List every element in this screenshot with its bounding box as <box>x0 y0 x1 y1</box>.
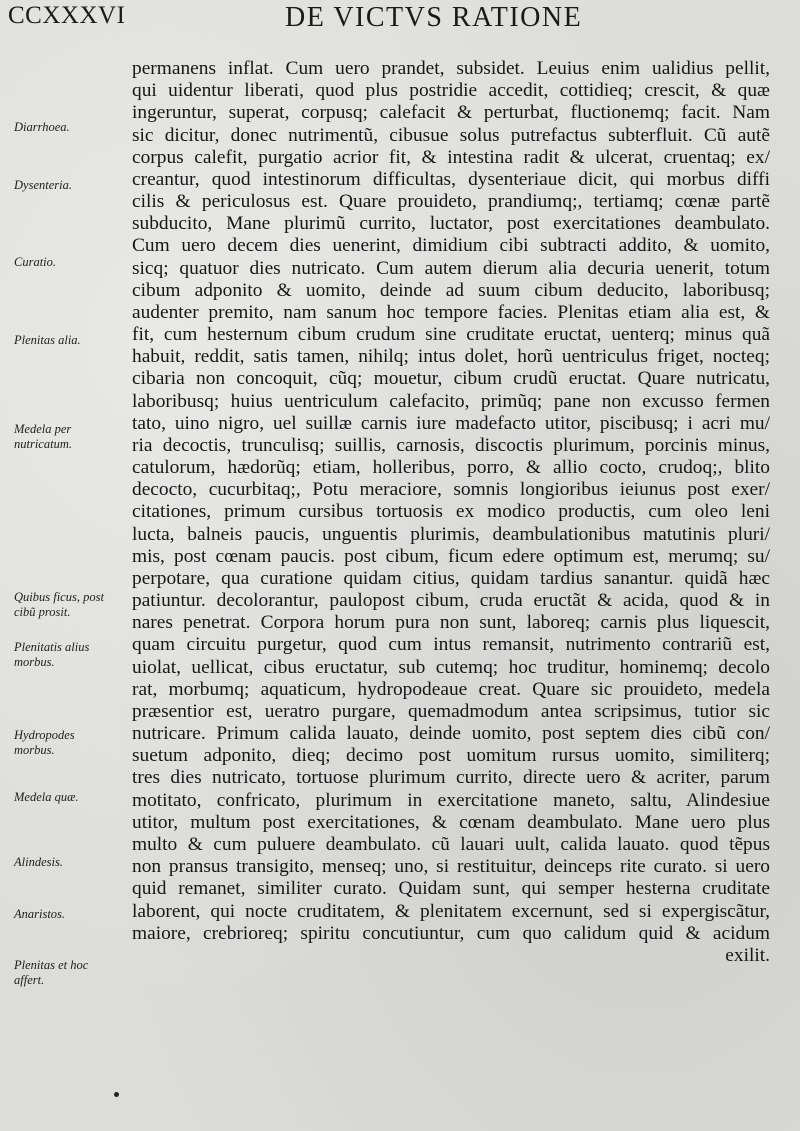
body-line: mis, post cœnam paucis. post cibum, ficum edere optimum est, merumq; su/ <box>132 545 770 567</box>
margin-note-plenitas-affert: Plenitas et hoc affert. <box>14 958 89 987</box>
body-line: rat, morbumq; aquaticum, hydropodeaue creat. Quare sic prouideto, medela <box>132 678 770 700</box>
margin-note-diarrhoea: Diarrhoea. <box>14 120 70 134</box>
body-line: maiore, crebrioreq; spiritu concutiuntur, cum quo calidum quid & acidum <box>132 922 770 944</box>
margin-note-plenitas-alia: Plenitas alia. <box>14 333 81 347</box>
body-line: utitor, multum post exercitationes, & cœnam deambulato. Mane uero plus <box>132 811 770 833</box>
body-line: decocto, cucurbitaq;, Potu meraciore, somnis longioribus ieiunus post exer/ <box>132 479 770 501</box>
margin-note-alindesis: Alindesis. <box>14 855 63 869</box>
margin-note-medela-quae: Medela quæ. <box>14 790 79 804</box>
body-line: cibum adponito & uomito, deinde ad suum cibum deducito, laboribusq; <box>132 279 770 301</box>
body-line: cibaria non concoquit, cũq; mouetur, cibum crudũ eructat. Quare nutricatu, <box>132 368 770 390</box>
body-line: non pransus transigito, menseq; uno, si restituitur, deinceps rite curato. si uero <box>132 856 770 878</box>
body-line: cilis & periculosus est. Quare prouideto, prandiumq;, tertiamq; cœnæ partẽ <box>132 191 770 212</box>
body-line: subducito, Mane plurimũ currito, luctator, post exercitationes deambulato. <box>132 213 770 235</box>
body-line: quid remanet, similiter curato. Quidam sunt, qui semper hesterna cruditate <box>132 878 770 900</box>
body-line: multo & cum puluere deambulato. cũ lauari uult, calida lauato. quod tẽpus <box>132 834 770 855</box>
body-line: sicq; quatuor dies nutricato. Cum autem dierum alia decuria uenerit, totum <box>132 257 770 279</box>
body-line: sic dicitur, donec nutrimentũ, cibusue solus putrefactus subterfluit. Cũ autẽ <box>132 124 770 146</box>
body-line: uiolat, uellicat, cibus eructatur, sub cutemq; hoc truditur, hominemq; decolo <box>132 656 770 678</box>
body-line: creantur, quod intestinorum difficultas, dysenteriaue dicit, qui morbus diffi <box>132 168 770 190</box>
body-line: motitato, confricato, plurimum in exercitatione maneto, saltu, Alindesiue <box>132 789 770 811</box>
body-line: laboribusq; huius uentriculum calefacito, primũq; pane non excusso fermen <box>132 390 770 412</box>
margin-note-hydropodes: Hydropodes morbus. <box>14 728 75 757</box>
margin-note-curatio: Curatio. <box>14 255 57 269</box>
body-line: perpotare, qua curatione quidam citius, quidam tardius sanantur. quidã hæc <box>132 567 770 589</box>
body-line: tres dies nutricato, tortuose plurimum currito, directe uero & acriter, parum <box>132 767 770 789</box>
body-line: patiuntur. decolorantur, paulopost cibum, cruda eructãt & acida, quod & in <box>132 590 770 612</box>
folio-number: CCXXXVI <box>8 2 126 29</box>
body-line: habuit, reddit, satis tamen, nihilq; intus dolet, horũ uentriculus friget, nocteq; <box>132 346 770 368</box>
margin-note-dysenteria: Dysenteria. <box>14 178 72 192</box>
margin-note-plenitatis-alius: Plenitatis alius morbus. <box>14 640 90 669</box>
body-line: tato, uino nigro, uel suillæ carnis iure madefacto utitor, piscibusq; i acri mu/ <box>132 412 770 434</box>
body-line: catulorum, hædorũq; etiam, holleribus, porro, & allio cocto, crudoq;, blito <box>132 457 770 479</box>
body-line: nares penetrat. Corpora horum pura non sunt, laboreq; carnis plus liquescit, <box>132 612 770 634</box>
body-line: corpus calefit, purgatio acrior fit, & intestina radit & ulcerat, cruentaq; ex/ <box>132 146 770 168</box>
body-line: ria decoctis, trunculisq; suillis, carnosis, discoctis plurimum, porcinis minus, <box>132 434 770 456</box>
running-head: DE VICTVS RATIONE <box>285 2 583 33</box>
body-line: quam circuitu purgetur, quod cum intus remansit, nutrimento contrariũ est, <box>132 634 770 656</box>
body-line: permanens inflat. Cum uero prandet, subsidet. Leuius enim ualidius pellit, <box>132 58 770 79</box>
body-line: qui uidentur liberati, quod plus postridie accedit, cottidieq; crescit, & quæ <box>132 80 770 102</box>
body-line: ingeruntur, superat, corpusq; calefacit & perturbat, fluctionemq; facit. Nam <box>132 102 770 124</box>
body-line: audenter premito, nam sanum hoc tempore facies. Plenitas etiam alia est, & <box>132 301 770 323</box>
margin-note-quibus-ficus: Quibus ficus, post cibũ prosit. <box>14 590 104 619</box>
body-line: citationes, primum cursibus tortuosis ex modico productis, cum oleo leni <box>132 501 770 523</box>
body-line: fit, cum hesternum cibum crudum sine cruditate eructat, uenterq; minus quã <box>132 324 770 345</box>
body-line: suetum adponito, dieq; decimo post uomitum rursus uomito, similiterq; <box>132 745 770 767</box>
body-line: præsentior est, ueratro purgare, quemadmodum antea scripsimus, tutior sic <box>132 700 770 722</box>
body-line: nutricare. Primum calida lauato, deinde uomito, post septem dies cibũ con/ <box>132 723 770 745</box>
ink-speck <box>114 1092 119 1097</box>
body-line: exilit. <box>725 944 770 966</box>
body-line: lucta, balneis paucis, unguentis plurimis, deambulationibus matutinis pluri/ <box>132 523 770 545</box>
margin-note-anaristos: Anaristos. <box>14 907 66 921</box>
body-line: Cum uero decem dies uenerint, dimidium cibi subtracti addito, & uomito, <box>132 235 770 257</box>
margin-note-medela-nutricatum: Medela per nutricatum. <box>14 422 72 451</box>
body-line: laborent, qui nocte cruditatem, & plenitatem excernunt, sed si expergiscãtur, <box>132 900 770 922</box>
